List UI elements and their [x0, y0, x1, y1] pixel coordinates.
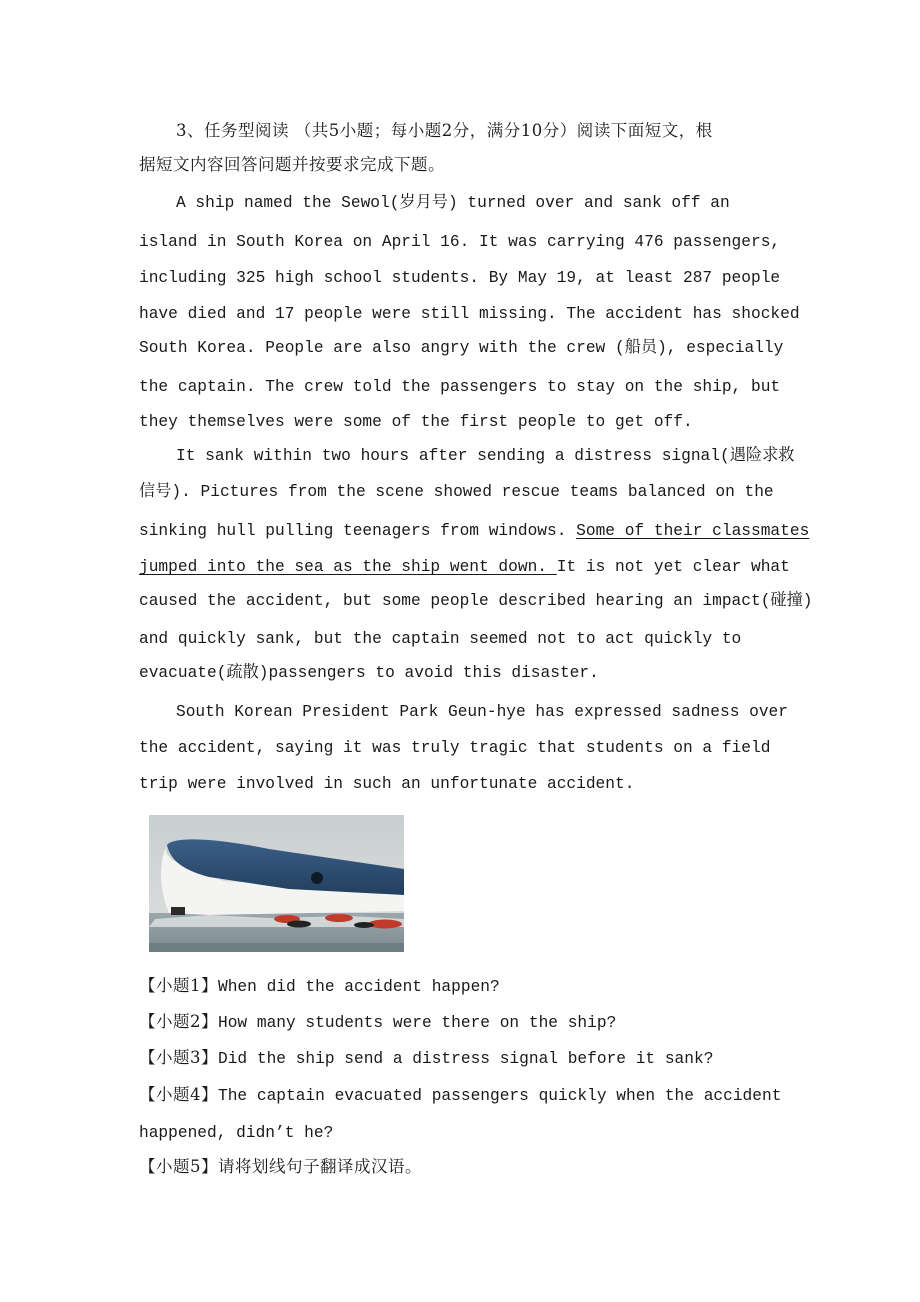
p2-line-4-plain: It is not yet clear what [556, 558, 790, 576]
question-2 [139, 1012, 616, 1033]
question-5-text: 请将划线句子翻译成汉语。 [218, 1157, 422, 1176]
passage-p3-line-2: the accident, saying it was truly tragic that students on a field [139, 739, 771, 757]
intro-line-2: 据短文内容回答问题并按要求完成下题。 [139, 155, 445, 174]
passage-p3-line-3: trip were involved in such an unfortunate accident. [139, 775, 635, 793]
sinking-ship-photo [149, 815, 404, 952]
passage-p1-line-5: South Korea. People are also angry with the crew (船员), especially [139, 339, 784, 357]
passage-p2-line-3 [139, 521, 809, 541]
passage-p2-line-1: It sank within two hours after sending a distress signal(遇险求救 [176, 447, 795, 465]
question-3-tag: 【小题3】 [139, 1048, 218, 1067]
passage-p1-line-2: island in South Korea on April 16. It was carrying 476 passengers, [139, 233, 781, 251]
question-1 [139, 976, 500, 997]
passage-p2-line-2: 信号). Pictures from the scene showed rescue teams balanced on the [139, 483, 774, 501]
question-2-text: How many students were there on the ship? [218, 1014, 617, 1032]
passage-p2-line-7: evacuate(疏散)passengers to avoid this disaster. [139, 664, 599, 682]
underlined-sentence-part-1: Some of their classmates [576, 522, 810, 540]
passage-p2-line-6: and quickly sank, but the captain seemed not to act quickly to [139, 630, 742, 648]
question-5 [139, 1157, 422, 1178]
question-4-tag: 【小题4】 [139, 1085, 218, 1104]
sinking-ship-illustration [149, 815, 404, 952]
intro-line-1: 3、任务型阅读 （共5小题；每小题2分，满分10分）阅读下面短文，根 [176, 121, 713, 140]
question-1-tag: 【小题1】 [139, 976, 218, 995]
question-3-text: Did the ship send a distress signal before it sank? [218, 1050, 714, 1068]
question-5-tag: 【小题5】 [139, 1157, 218, 1176]
passage-p2-line-5: caused the accident, but some people described hearing an impact(碰撞) [139, 592, 813, 610]
passage-p1-line-1: A ship named the Sewol(岁月号) turned over and sank off an [176, 194, 730, 212]
passage-p3-line-1: South Korean President Park Geun-hye has expressed sadness over [176, 703, 788, 721]
question-4-text: The captain evacuated passengers quickly when the accident [218, 1087, 782, 1105]
passage-p1-line-3: including 325 high school students. By May 19, at least 287 people [139, 269, 781, 287]
underlined-sentence-part-2: jumped into the sea as the ship went down. [139, 558, 557, 576]
passage-p1-line-4: have died and 17 people were still missing. The accident has shocked [139, 305, 800, 323]
question-4 [139, 1085, 781, 1106]
question-3 [139, 1048, 713, 1069]
p2-line-3-plain: sinking hull pulling teenagers from windows. [139, 522, 577, 540]
question-4-continuation: happened, didn’t he? [139, 1124, 334, 1142]
passage-p1-line-7: they themselves were some of the first people to get off. [139, 413, 693, 431]
question-1-text: When did the accident happen? [218, 978, 500, 996]
passage-p2-line-4 [139, 557, 790, 577]
passage-p1-line-6: the captain. The crew told the passengers to stay on the ship, but [139, 378, 781, 396]
question-2-tag: 【小题2】 [139, 1012, 218, 1031]
